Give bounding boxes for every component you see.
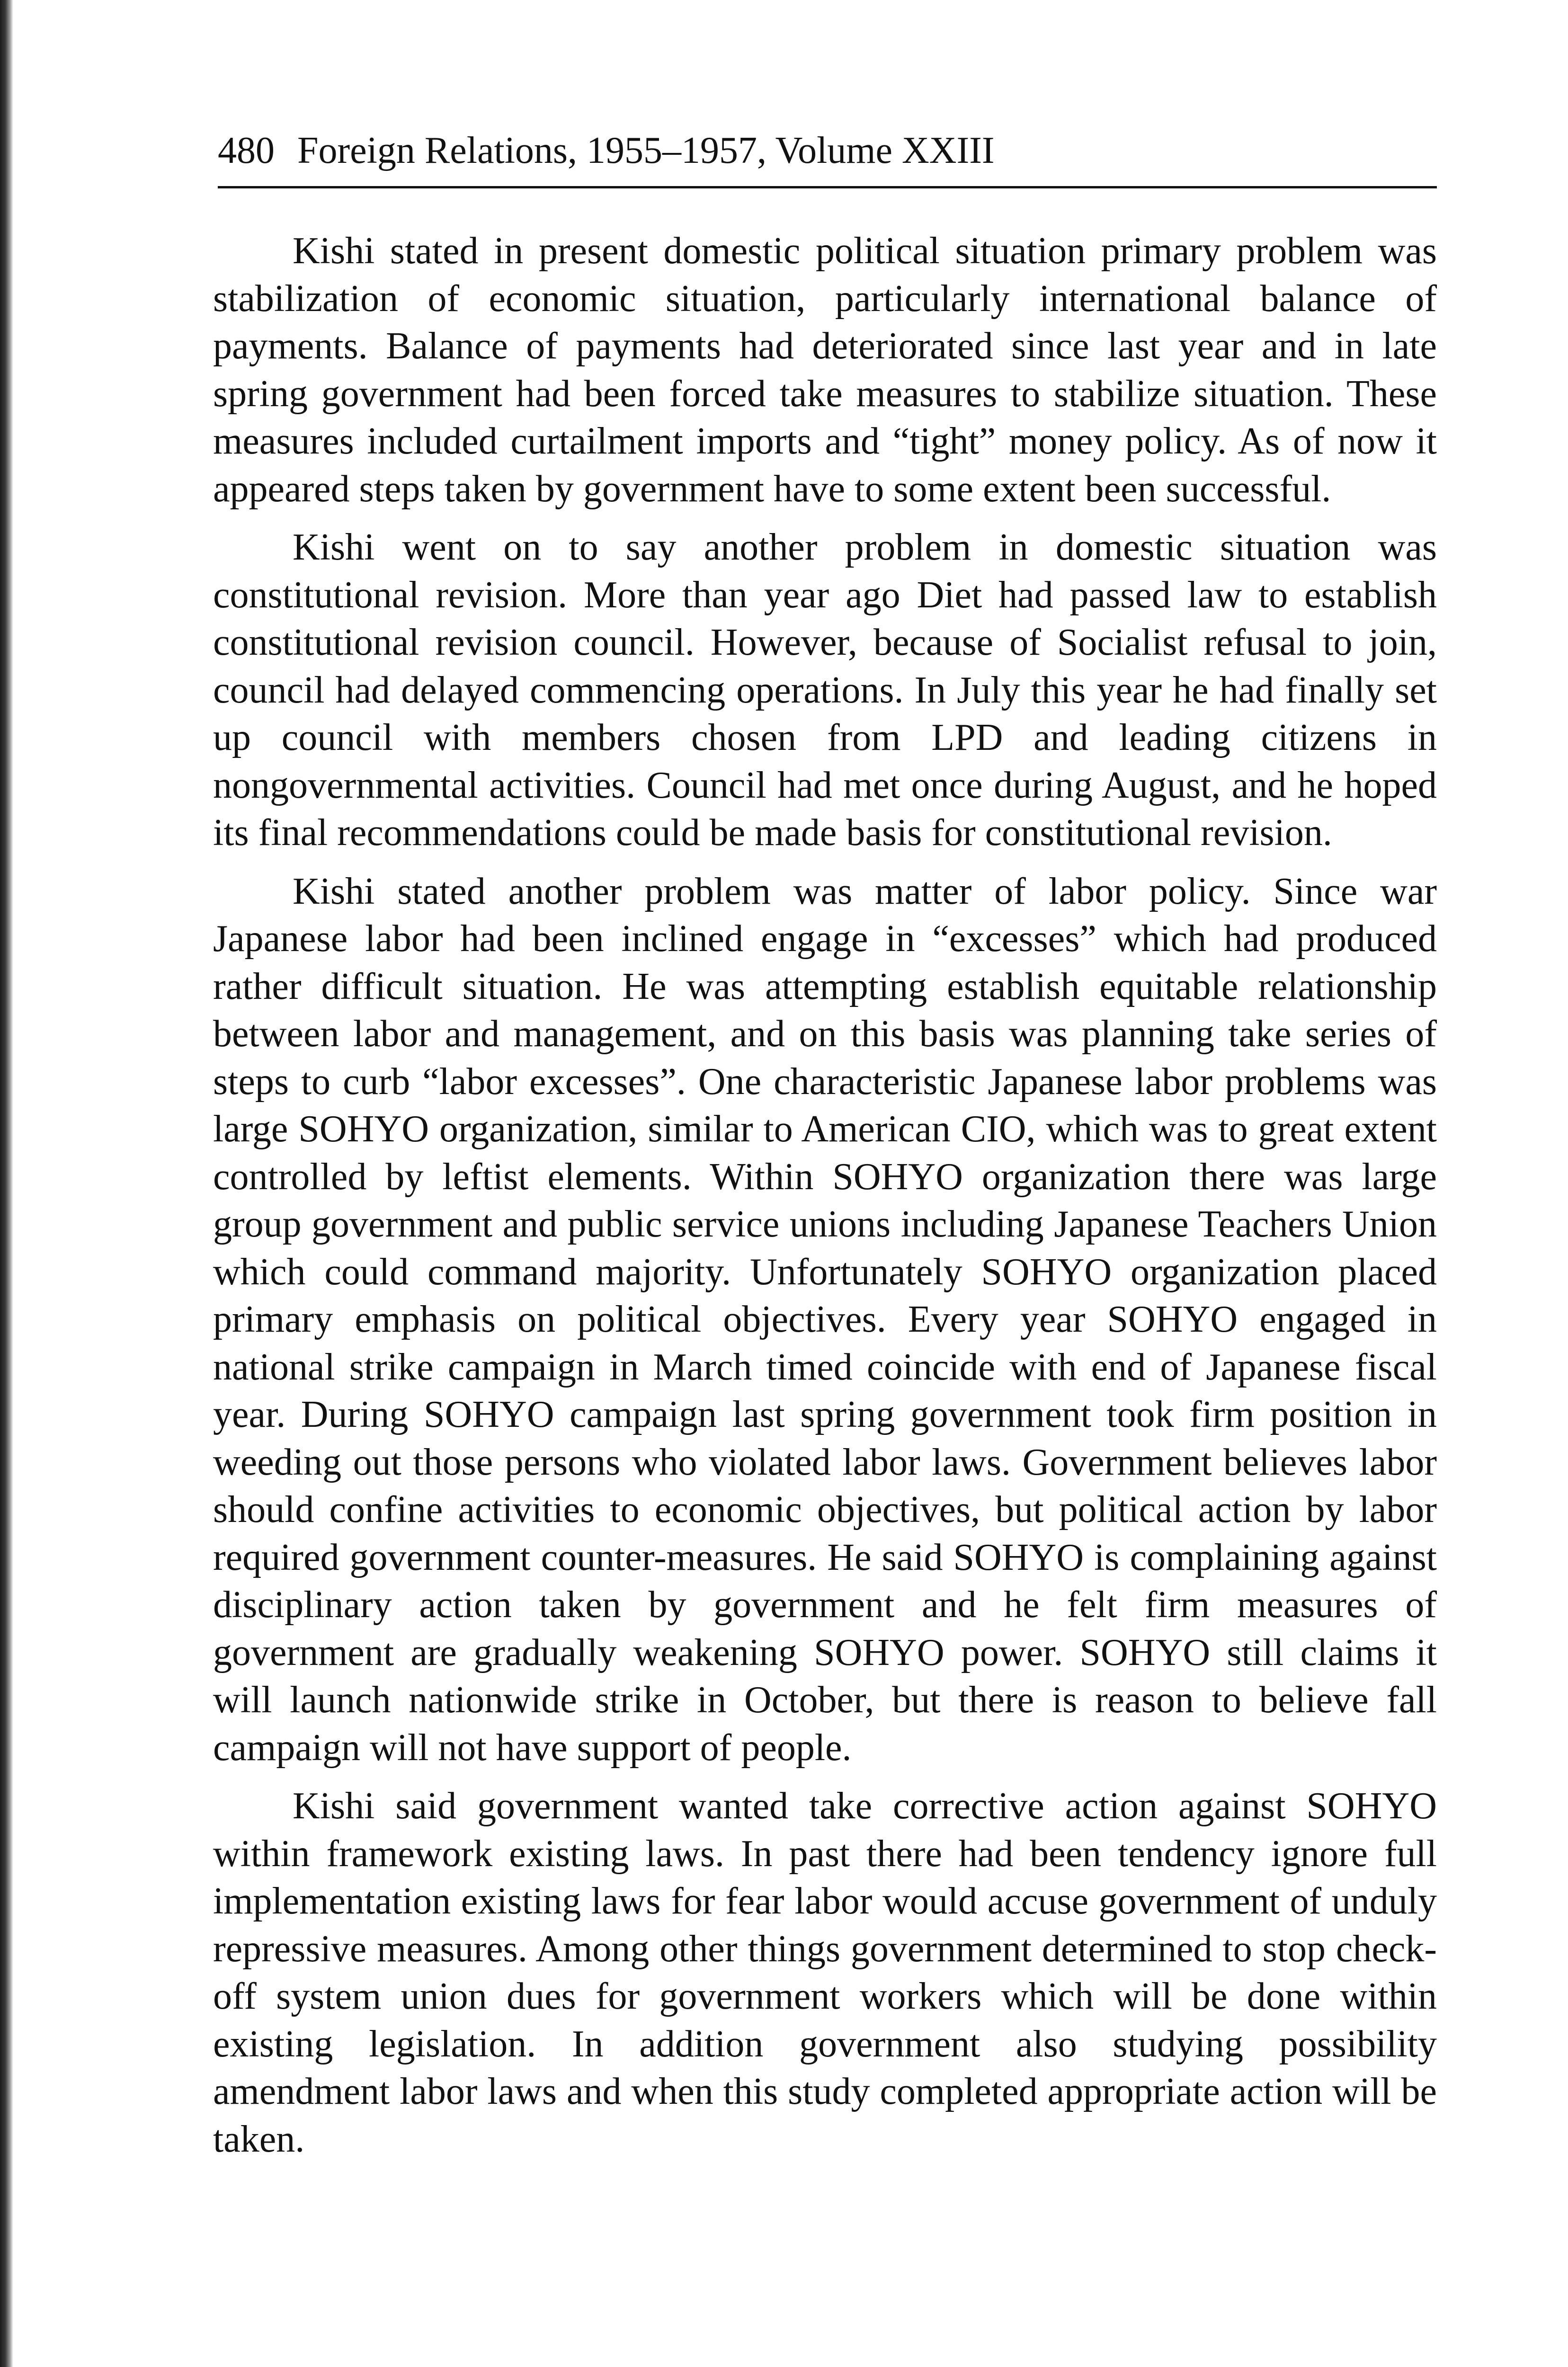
body-text [213, 227, 1437, 2174]
scan-edge-shadow [0, 0, 13, 2367]
paragraph-labor-policy: Kishi stated another problem was matter of labor policy. Since war Japanese labor had been inclined engage in “excesses” which had produced rather difficult situation. He was attempting establish equitable relationship between labor and management, and on this basis was planning take series of steps to curb “labor excesses”. One characteristic Japanese labor problems was large SOHYO organization, similar to American CIO, which was to great extent controlled by leftist elements. Within SOHYO organization there was large group government and public service unions including Japanese Teachers Union which could command majority. Unfortunately SOHYO organization placed primary emphasis on political objectives. Every year SOHYO engaged in national strike campaign in March timed coincide with end of Japanese fiscal year. During SOHYO campaign last spring government took firm position in weeding out those persons who violated labor laws. Government believes labor should confine activities to economic objectives, but political action by labor required government counter-measures. He said SOHYO is complaining against disciplinary action taken by government and he felt firm measures of government are gradually weakening SOHYO power. SOHYO still claims it will launch nationwide strike in October, but there is reason to believe fall campaign will not have support of people. [213, 870, 1437, 1769]
running-title: Foreign Relations, 1955–1957, Volume XXIII [297, 130, 995, 171]
page-number: 480 [218, 130, 275, 171]
running-header [218, 127, 1437, 188]
paragraph-corrective-action: Kishi said government wanted take corrective action against SOHYO within framework existing laws. In past there had been tendency ignore full implementation existing laws for fear labor would accuse government of unduly repressive measures. Among other things government determined to stop check-off system union dues for government workers which will be done within existing legislation. In addition government also studying possibility amendment labor laws and when this study completed appropriate action will be taken. [213, 1785, 1437, 2160]
paragraph-economic-situation: Kishi stated in present domestic political situation primary problem was stabilization of economic situation, particularly international balance of payments. Balance of payments had deteriorated since last year and in late spring government had been forced take measures to stabilize situation. These measures included curtailment imports and “tight” money policy. As of now it appeared steps taken by government have to some extent been successful. [213, 230, 1437, 510]
paragraph-constitutional-revision: Kishi went on to say another problem in domestic situation was constitutional revision. More than year ago Diet had passed law to establish constitutional revision council. However, because of Socialist refusal to join, council had delayed commencing operations. In July this year he had finally set up council with members chosen from LPD and leading citizens in nongovernmental activities. Council had met once during August, and he hoped its final recommendations could be made basis for constitutional revision. [213, 526, 1437, 854]
